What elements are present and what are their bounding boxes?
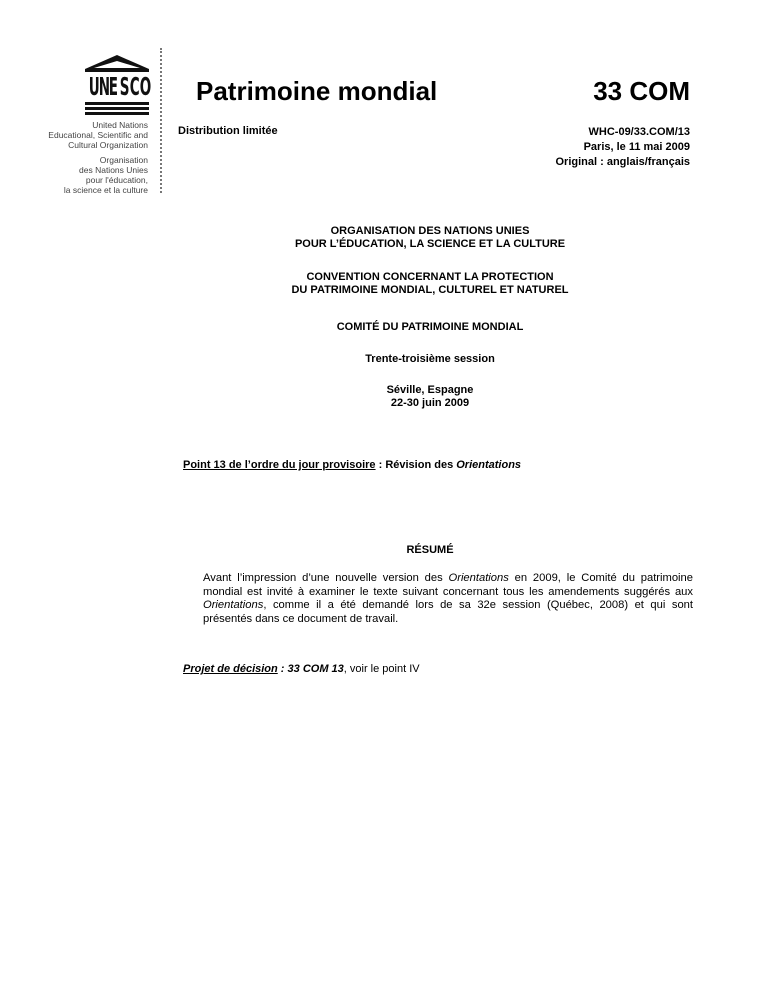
distribution-label: Distribution limitée — [178, 125, 278, 137]
logo-en-line-2: Educational, Scientific and — [48, 130, 148, 140]
venue-block — [170, 384, 690, 410]
organisation-heading: ORGANISATION DES NATIONS UNIES POUR L’ÉDUCATION, LA SCIENCE ET LA CULTURE — [294, 225, 566, 250]
agenda-item-label: Point 13 de l’ordre du jour provisoire — [183, 459, 376, 471]
session-heading: Trente-troisième session — [365, 353, 495, 365]
original-language: Original : anglais/français — [555, 156, 690, 168]
dates: 22-30 juin 2009 — [390, 397, 470, 409]
logo-fr-line-2: des Nations Unies — [79, 165, 148, 175]
logo-divider — [160, 48, 162, 193]
session-code: 33 COM — [593, 76, 690, 106]
logo-fr-line-4: la science et la culture — [63, 185, 148, 195]
location: Séville, Espagne — [386, 384, 474, 396]
draft-decision: Projet de décision : 33 COM 13, voir le point IV — [183, 663, 420, 675]
logo-fr-line-3: pour l'éducation, — [85, 175, 148, 185]
draft-decision-code: : 33 COM 13 — [277, 663, 344, 675]
document-reference-block — [556, 125, 691, 170]
page-title: Patrimoine mondial — [196, 76, 438, 106]
convention-heading: CONVENTION CONCERNANT LA PROTECTION DU PATRIMOINE MONDIAL, CULTUREL ET NATUREL — [291, 271, 569, 296]
summary-title: RÉSUMÉ — [406, 544, 454, 556]
unesco-logo-letters: U N E S C O — [88, 72, 152, 101]
summary-text: Avant l’impression d’une nouvelle version des Orientations en 2009, le Comité du patrimoine mondial est invité à examiner le texte suivant concernant tous les amendements suggérés aux Orientations, comme il a été demandé lors de sa 32e session (Québec, 2008) et qui sont présentés dans ce document de travail. — [203, 572, 693, 625]
committee-heading: COMITÉ DU PATRIMOINE MONDIAL — [336, 321, 524, 333]
logo-en-line-1: United Nations — [92, 120, 148, 130]
draft-decision-label: Projet de décision — [183, 663, 278, 675]
place-date: Paris, le 11 mai 2009 — [583, 141, 690, 153]
agenda-item: Point 13 de l’ordre du jour provisoire : Révision des Orientations — [183, 459, 522, 471]
logo-en-line-3: Cultural Organization — [68, 140, 148, 150]
document-ref: WHC-09/33.COM/13 — [588, 126, 690, 138]
logo-fr-line-1: Organisation — [99, 155, 148, 165]
unesco-logo — [85, 55, 152, 115]
